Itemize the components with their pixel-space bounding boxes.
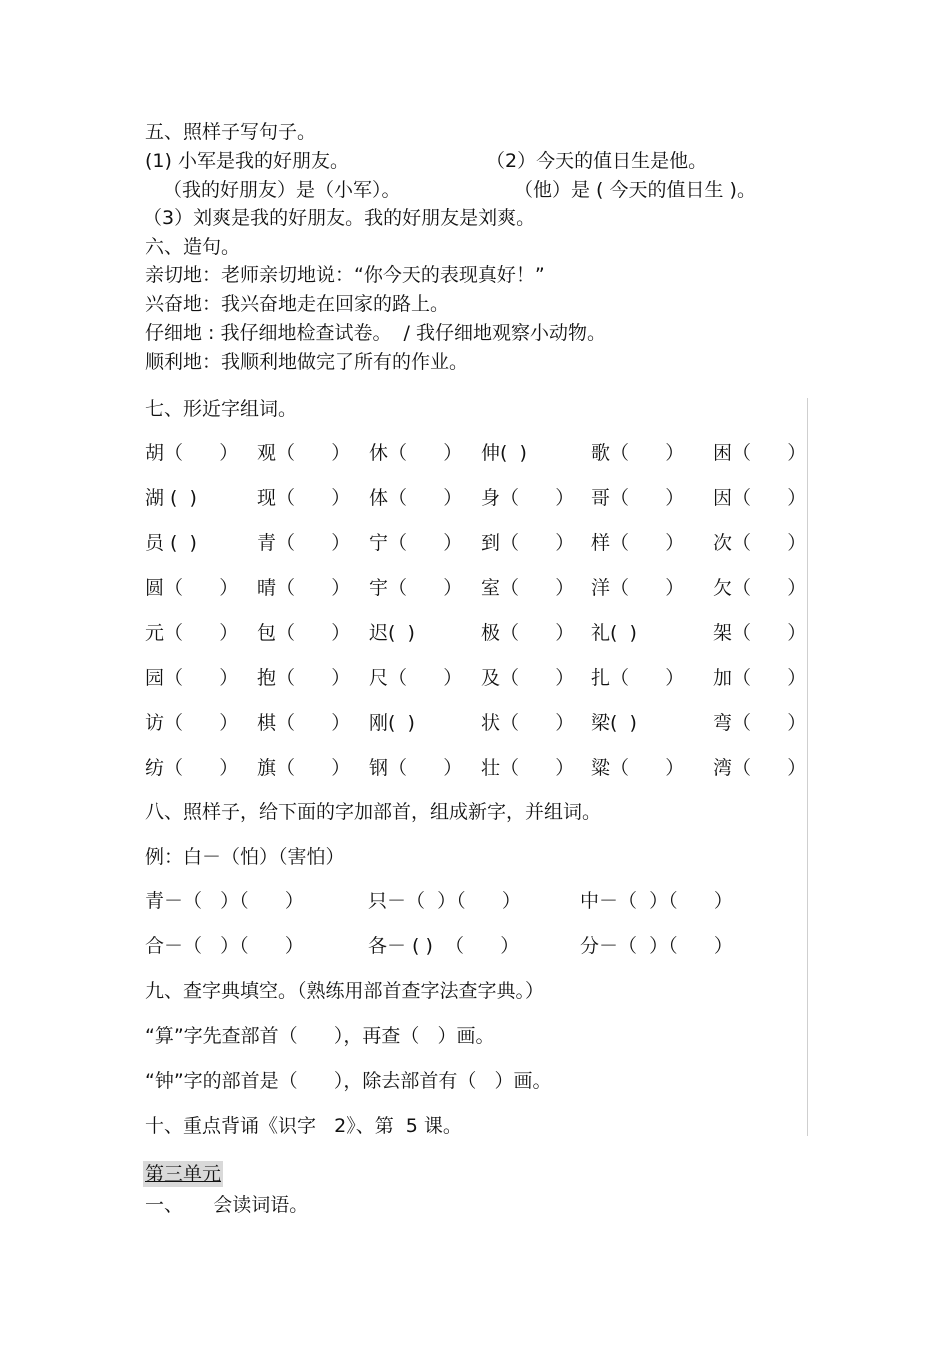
section7-title: 七、形近字组词。 — [145, 398, 298, 420]
grid-cell: 尺（ ） — [369, 667, 463, 689]
radical-exercise-cell: 合－（ ）（ ） — [145, 935, 304, 957]
grid-cell: 员 ( ) — [145, 532, 197, 554]
grid-cell: 胡（ ） — [145, 442, 239, 464]
section5-example1-sentence: (1) 小军是我的好朋友。 — [145, 150, 349, 172]
grid-cell: 壮（ ） — [481, 757, 575, 779]
grid-cell: 室（ ） — [481, 577, 575, 599]
grid-cell: 极（ ） — [481, 622, 575, 644]
grid-cell: 礼( ) — [591, 622, 637, 644]
grid-cell: 棋（ ） — [257, 712, 351, 734]
grid-cell: 包（ ） — [257, 622, 351, 644]
grid-cell: 休（ ） — [369, 442, 463, 464]
section5-example2-sentence: （2）今天的值日生是他。 — [486, 150, 708, 172]
grid-cell: 圆（ ） — [145, 577, 239, 599]
radical-exercise-cell: 只－（ ）（ ） — [368, 890, 521, 912]
grid-cell: 洋（ ） — [591, 577, 685, 599]
radical-exercise-cell: 青－（ ）（ ） — [145, 890, 304, 912]
radical-exercise-cell: 中－（ ）（ ） — [580, 890, 733, 912]
grid-cell: 晴（ ） — [257, 577, 351, 599]
section6-sentence-1: 亲切地：老师亲切地说：“你今天的表现真好！” — [145, 264, 545, 286]
section9-question-1: “算”字先查部首（ ），再查（ ）画。 — [145, 1025, 495, 1047]
grid-cell: 弯（ ） — [713, 712, 807, 734]
section5-example2-answer: （他）是 ( 今天的值日生 )。 — [514, 179, 756, 201]
grid-cell: 现（ ） — [257, 487, 351, 509]
radical-exercise-cell: 分－（ ）（ ） — [580, 935, 733, 957]
grid-cell: 访（ ） — [145, 712, 239, 734]
grid-cell: 哥（ ） — [591, 487, 685, 509]
table-right-border — [807, 398, 808, 1136]
grid-cell: 园（ ） — [145, 667, 239, 689]
grid-cell: 状（ ） — [481, 712, 575, 734]
grid-cell: 抱（ ） — [257, 667, 351, 689]
grid-cell: 钢（ ） — [369, 757, 463, 779]
grid-cell: 刚( ) — [369, 712, 415, 734]
grid-cell: 梁( ) — [591, 712, 637, 734]
grid-cell: 粱（ ） — [591, 757, 685, 779]
section8-title: 八、照样子，给下面的字加部首，组成新字，并组词。 — [145, 801, 602, 823]
grid-cell: 身（ ） — [481, 487, 575, 509]
section5-example3: （3）刘爽是我的好朋友。我的好朋友是刘爽。 — [143, 207, 536, 229]
radical-exercise-cell: 各－ ( ) （ ） — [368, 935, 520, 957]
section5-title: 五、照样子写句子。 — [145, 121, 317, 143]
grid-cell: 青（ ） — [257, 532, 351, 554]
section6-sentence-2: 兴奋地：我兴奋地走在回家的路上。 — [145, 293, 450, 315]
section5-example1-answer: （我的好朋友）是（小军）。 — [163, 179, 401, 201]
grid-cell: 元（ ） — [145, 622, 239, 644]
grid-cell: 次（ ） — [713, 532, 807, 554]
grid-cell: 体（ ） — [369, 487, 463, 509]
section6-title: 六、造句。 — [145, 236, 241, 258]
grid-cell: 旗（ ） — [257, 757, 351, 779]
grid-cell: 歌（ ） — [591, 442, 685, 464]
grid-cell: 困（ ） — [713, 442, 807, 464]
grid-cell: 加（ ） — [713, 667, 807, 689]
grid-cell: 湾（ ） — [713, 757, 807, 779]
grid-cell: 伸( ) — [481, 442, 527, 464]
grid-cell: 纺（ ） — [145, 757, 239, 779]
unit3-item-1: 一、 会读词语。 — [145, 1194, 309, 1216]
section8-example: 例：白－（怕）（害怕） — [145, 846, 345, 868]
grid-cell: 样（ ） — [591, 532, 685, 554]
unit3-heading: 第三单元 — [145, 1163, 222, 1185]
grid-cell: 及（ ） — [481, 667, 575, 689]
grid-cell: 迟( ) — [369, 622, 415, 644]
grid-cell: 架（ ） — [713, 622, 807, 644]
section6-sentence-4: 顺利地：我顺利地做完了所有的作业。 — [145, 351, 469, 373]
grid-cell: 宁（ ） — [369, 532, 463, 554]
section9-title: 九、查字典填空。（熟练用部首查字法查字典。） — [145, 980, 545, 1002]
section6-sentence-3: 仔细地 : 我仔细地检查试卷。 / 我仔细地观察小动物。 — [145, 322, 607, 344]
grid-cell: 宇（ ） — [369, 577, 463, 599]
grid-cell: 欠（ ） — [713, 577, 807, 599]
grid-cell: 观（ ） — [257, 442, 351, 464]
grid-cell: 因（ ） — [713, 487, 807, 509]
section9-question-2: “钟”字的部首是（ ），除去部首有（ ）画。 — [145, 1070, 552, 1092]
grid-cell: 扎（ ） — [591, 667, 685, 689]
section10-title: 十、重点背诵《识字 2》、第 5 课。 — [145, 1115, 462, 1137]
grid-cell: 湖 ( ) — [145, 487, 197, 509]
grid-cell: 到（ ） — [481, 532, 575, 554]
